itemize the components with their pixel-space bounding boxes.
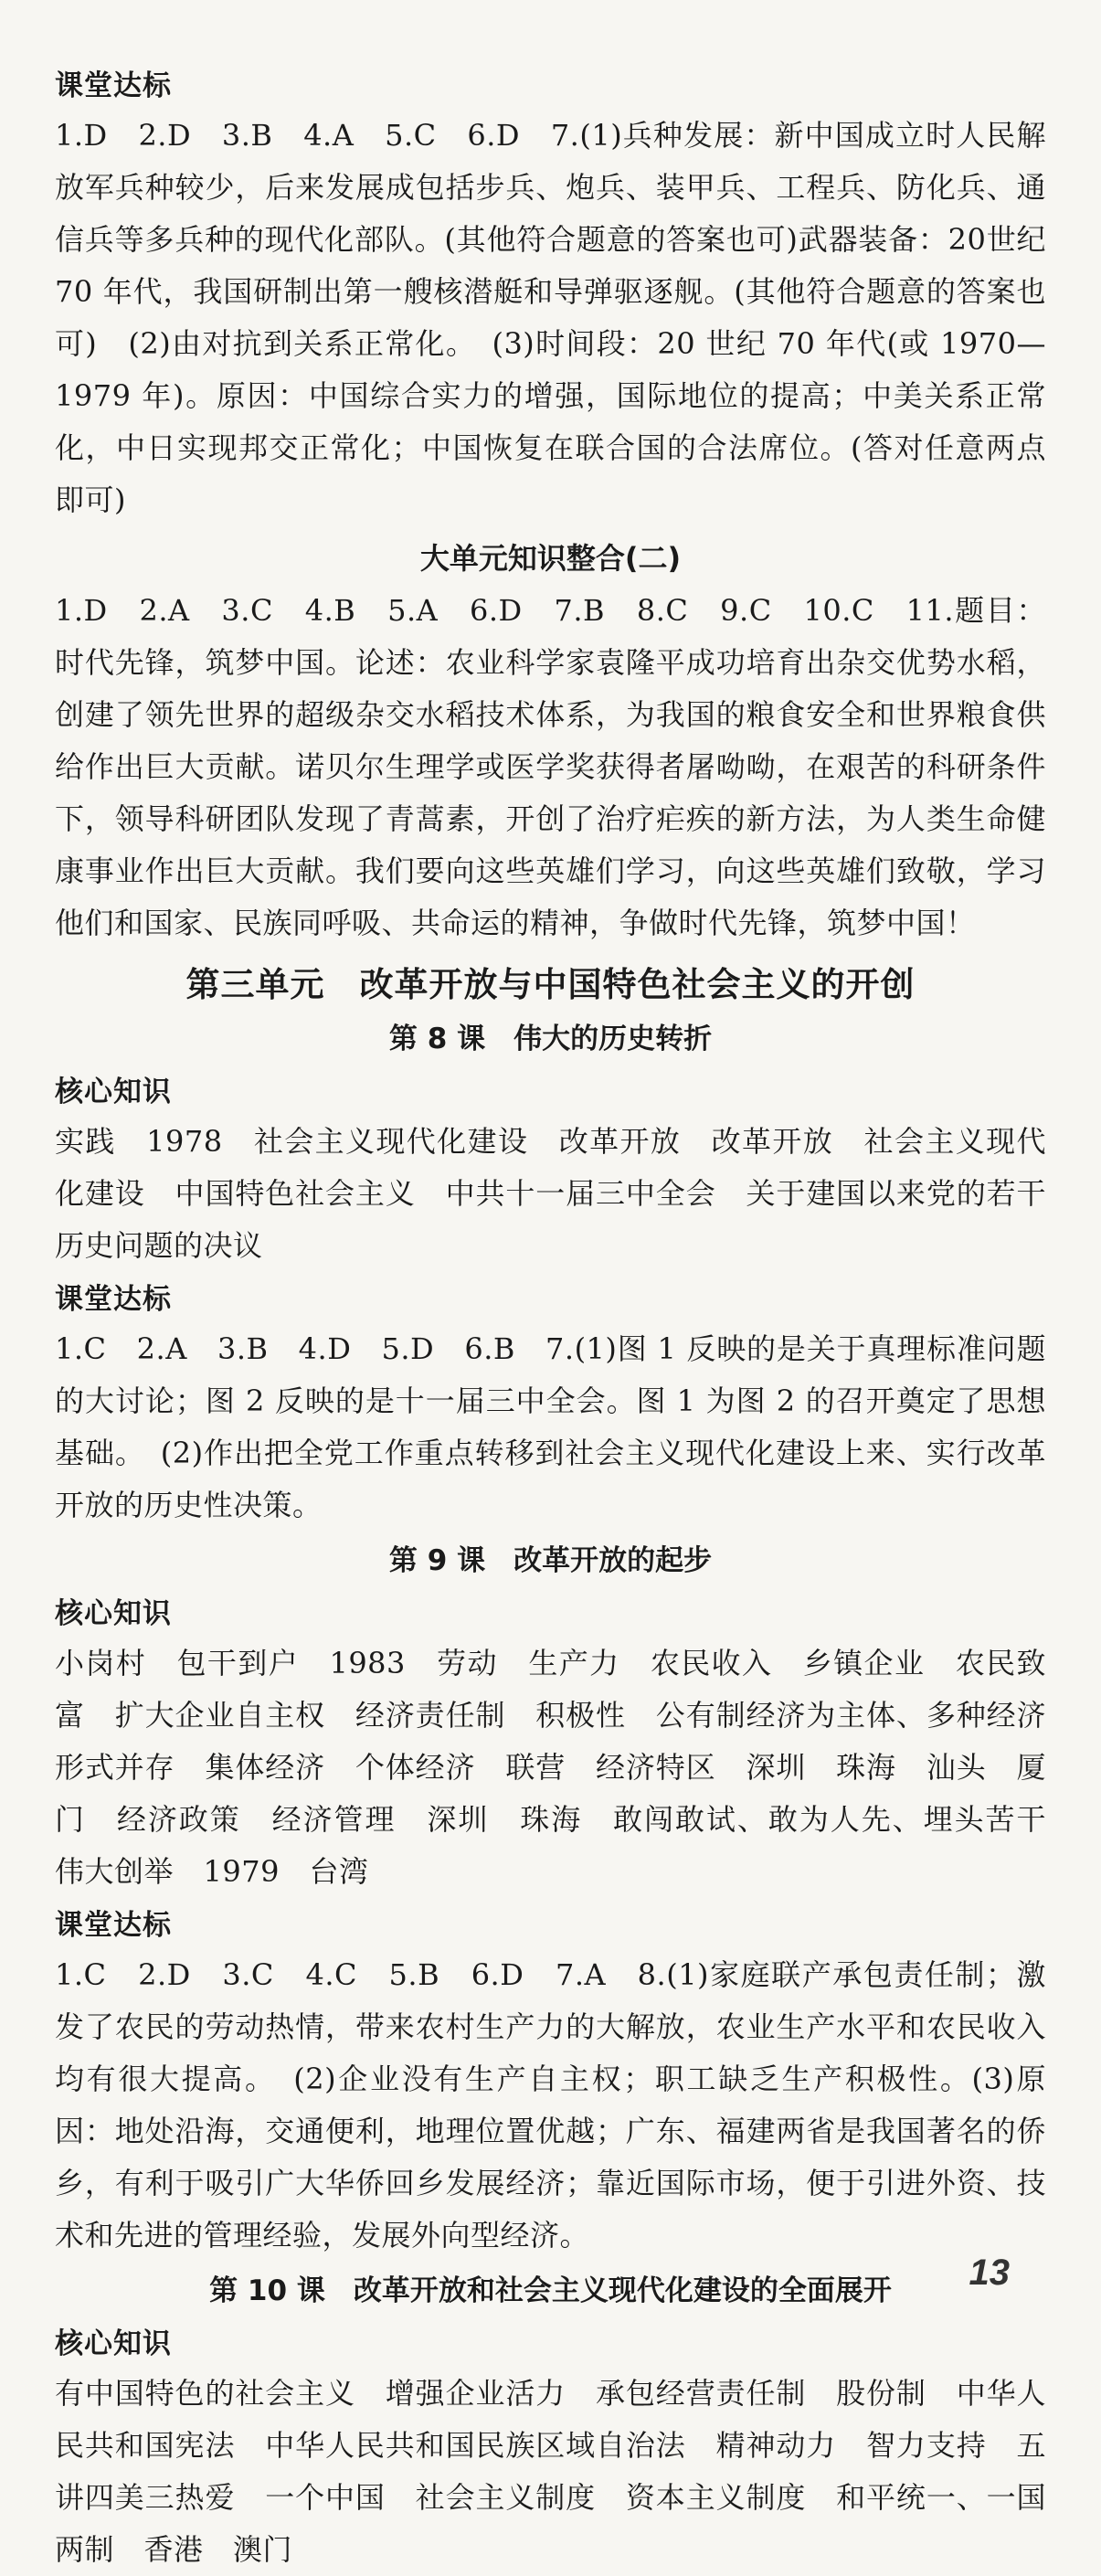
lesson-8-title: 第 8 课 伟大的历史转折 xyxy=(388,1023,713,1055)
lesson-10-title: 第 10 课 改革开放和社会主义现代化建设的全面展开 xyxy=(209,2274,892,2307)
section-heading-ketang-dabiao-1: 课堂达标 xyxy=(55,69,172,102)
answers-lesson-8: 1.C 2.A 3.B 4.D 5.D 6.B 7.(1)图 1 反映的是关于真理标准问题的大讨论；图 2 反映的是十一届三中全会。图 1 为图 2 的召开奠定了思想基础。 (2)作出把全党工作重点转移到社会主义现代化建设上来、实行改革开放的历史性决策。 xyxy=(55,1331,1046,1522)
answers-paragraph-2: 1.D 2.A 3.C 4.B 5.A 6.D 7.B 8.C 9.C 10.C 11.题目：时代先锋，筑梦中国。论述：农业科学家袁隆平成功培育出杂交优势水稻，创建了领先世界的超级杂交水稻技术体系，为我国的粮食安全和世界粮食供给作出巨大贡献。诺贝尔生理学或医学奖获得者屠呦呦，在艰苦的科研条件下，领导科研团队发现了青蒿素，开创了治疗疟疾的新方法，为人类生命健康事业作出巨大贡献。我们要向这些英雄们学习，向这些英雄们致敬，学习他们和国家、民族同呼吸、共命运的精神，争做时代先锋，筑梦中国！ xyxy=(55,593,1046,940)
answers-paragraph-1: 1.D 2.D 3.B 4.A 5.C 6.D 7.(1)兵种发展：新中国成立时人民解放军兵种较少，后来发展成包括步兵、炮兵、装甲兵、工程兵、防化兵、通信兵等多兵种的现代化部队。(其他符合题意的答案也可)武器装备：20世纪 70 年代，我国研制出第一艘核潜艇和导弹驱逐舰。(其他符合题意的答案也可) (2)由对抗到关系正常化。 (3)时间段：20 世纪 70 年代(或 1970—1979 年)。原因：中国综合实力的增强，国际地位的提高；中美关系正常化，中日实现邦交正常化；中国恢复在联合国的合法席位。(答对任意两点即可) xyxy=(55,118,1046,517)
section-heading-ketang-dabiao-3: 课堂达标 xyxy=(55,1909,172,1942)
core-knowledge-lesson-8: 实践 1978 社会主义现代化建设 改革开放 改革开放 社会主义现代化建设 中国特色社会主义 中共十一届三中全会 关于建国以来党的若干历史问题的决议 xyxy=(55,1124,1046,1263)
core-knowledge-lesson-10: 有中国特色的社会主义 增强企业活力 承包经营责任制 股份制 中华人民共和国宪法 中华人民共和国民族区域自治法 精神动力 智力支持 五讲四美三热爱 一个中国 社会主义制度 资本主义制度 和平统一、一国两制 香港 澳门 xyxy=(55,2376,1046,2567)
section-heading-hexin-zhishi-1: 核心知识 xyxy=(55,1076,172,1108)
unit-three-title: 第三单元 改革开放与中国特色社会主义的开创 xyxy=(185,965,916,1004)
section-heading-hexin-zhishi-3: 核心知识 xyxy=(55,2327,172,2360)
page-content xyxy=(55,58,1076,2576)
page-number: 13 xyxy=(969,2253,1010,2293)
answers-lesson-9: 1.C 2.D 3.C 4.C 5.B 6.D 7.A 8.(1)家庭联产承包责任制；激发了农民的劳动热情，带来农村生产力的大解放，农业生产水平和农民收入均有很大提高。 (2)企业没有生产自主权；职工缺乏生产积极性。(3)原因：地处沿海，交通便利，地理位置优越；广东、福建两省是我国著名的侨乡，有利于吸引广大华侨回乡发展经济；靠近国际市场，便于引进外资、技术和先进的管理经验，发展外向型经济。 xyxy=(55,1957,1046,2253)
core-knowledge-lesson-9: 小岗村 包干到户 1983 劳动 生产力 农民收入 乡镇企业 农民致富 扩大企业自主权 经济责任制 积极性 公有制经济为主体、多种经济形式并存 集体经济 个体经济 联营 经济特区 深圳 珠海 汕头 厦门 经济政策 经济管理 深圳 珠海 敢闯敢试、敢为人先、埋头苦干 伟大创举 1979 台湾 xyxy=(55,1646,1076,1889)
section-heading-ketang-dabiao-2: 课堂达标 xyxy=(55,1283,172,1316)
unit-review-title: 大单元知识整合(二) xyxy=(419,541,682,576)
section-heading-hexin-zhishi-2: 核心知识 xyxy=(55,1597,172,1630)
lesson-9-title: 第 9 课 改革开放的起步 xyxy=(388,1544,713,1577)
